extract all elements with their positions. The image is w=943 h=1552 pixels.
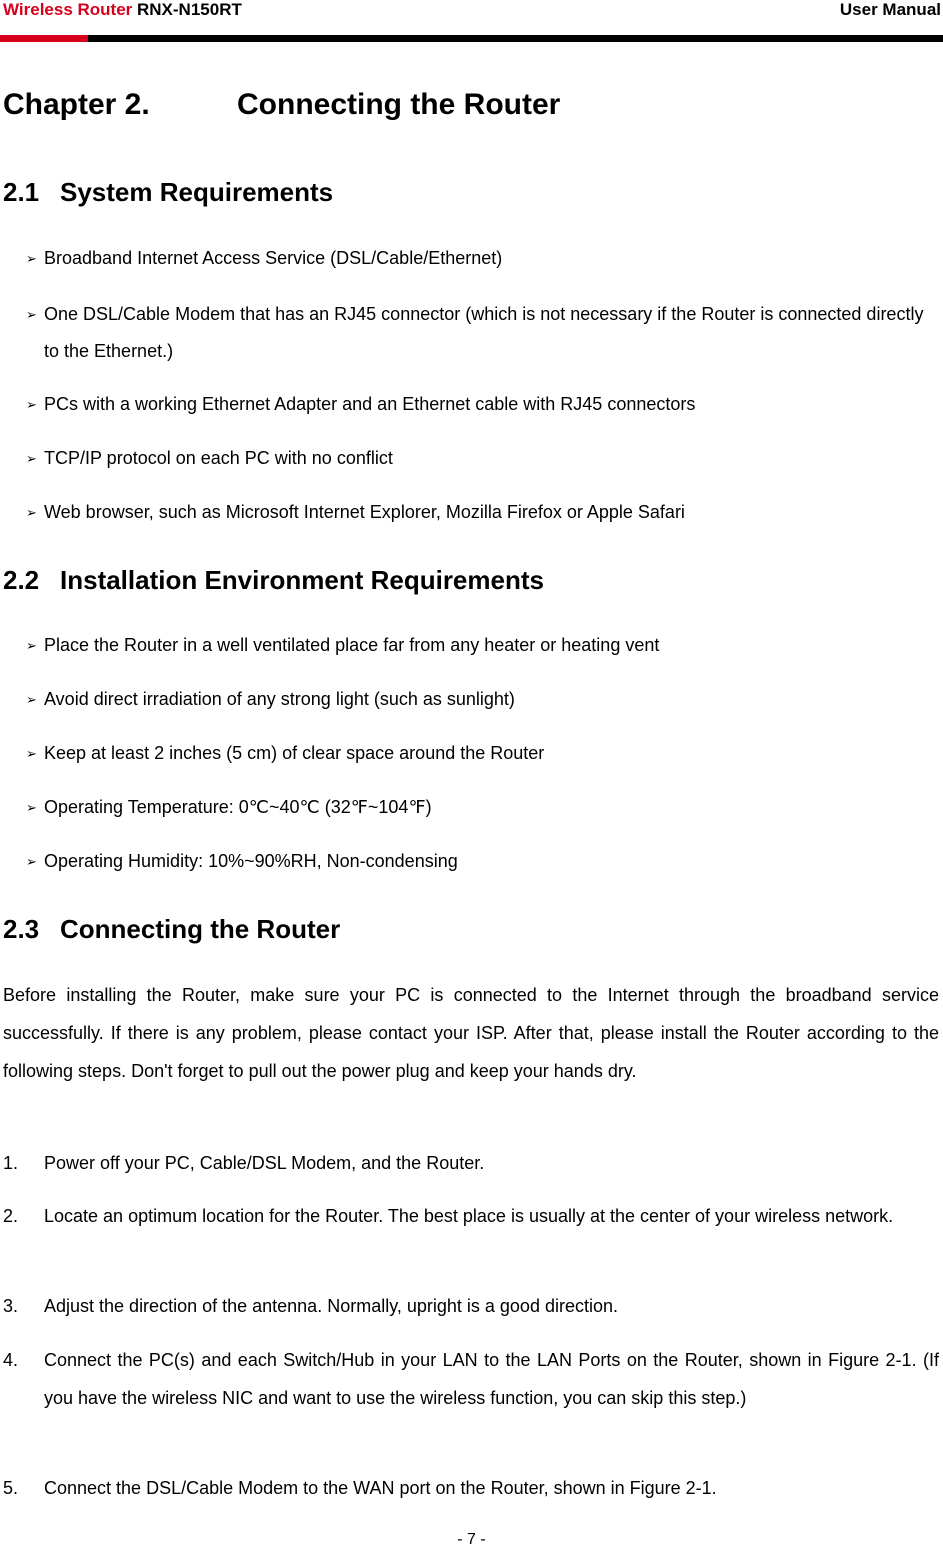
list-item-text: Broadband Internet Access Service (DSL/Cable/Ethernet) — [44, 248, 503, 268]
section-number: 2.3 — [3, 914, 40, 944]
list-item — [3, 843, 939, 880]
list-item — [3, 240, 939, 277]
step-text: Power off your PC, Cable/DSL Modem, and the Router. — [44, 1153, 485, 1173]
bullet-arrow-icon: ➢ — [26, 800, 37, 815]
chapter-number: Chapter 2. — [3, 88, 150, 121]
bullet-arrow-icon: ➢ — [26, 746, 37, 761]
section-heading-2-3 — [3, 912, 340, 946]
step-text: Locate an optimum location for the Router. The best place is usually at the center of your wireless network. — [44, 1206, 894, 1226]
list-item-text: One DSL/Cable Modem that has an RJ45 connector (which is not necessary if the Router is connected directly to the Ethernet.) — [44, 304, 924, 361]
list-item-text: TCP/IP protocol on each PC with no conflict — [44, 448, 393, 468]
section-title: Installation Environment Requirements — [60, 565, 544, 595]
step-text: Adjust the direction of the antenna. Normally, upright is a good direction. — [44, 1296, 618, 1316]
header-model: RNX-N150RT — [137, 0, 242, 19]
step-item — [3, 1469, 939, 1507]
intro-paragraph: Before installing the Router, make sure your PC is connected to the Internet through the broadband service successfully. If there is any problem, please contact your ISP. After that, please install the Router according to the following steps. Don't forget to pull out the power plug and keep your hands dry. — [3, 985, 939, 1081]
list-item — [3, 735, 939, 772]
list-item-text: Place the Router in a well ventilated place far from any heater or heating vent — [44, 635, 660, 655]
header-rule — [88, 35, 943, 42]
bullet-arrow-icon: ➢ — [26, 251, 37, 266]
list-item — [3, 627, 939, 664]
list-item-text: Avoid direct irradiation of any strong light (such as sunlight) — [44, 689, 515, 709]
chapter-heading — [3, 85, 560, 125]
section-number: 2.1 — [3, 177, 40, 207]
header-rule-accent — [0, 35, 88, 42]
step-text: Connect the PC(s) and each Switch/Hub in your LAN to the LAN Ports on the Router, shown in Figure 2-1. (If you have the wireless NIC and want to use the wireless function, you can skip this step.) — [44, 1350, 939, 1408]
section-title: System Requirements — [60, 177, 334, 207]
bullet-arrow-icon: ➢ — [26, 638, 37, 653]
list-item — [3, 494, 939, 531]
list-item — [3, 296, 939, 370]
step-text: Connect the DSL/Cable Modem to the WAN port on the Router, shown in Figure 2-1. — [44, 1478, 717, 1498]
section-heading-2-1 — [3, 175, 333, 209]
bullet-arrow-icon: ➢ — [26, 505, 37, 520]
header-doc-title: User Manual — [839, 0, 941, 19]
step-number: 5. — [3, 1478, 19, 1498]
step-number: 3. — [3, 1296, 19, 1316]
step-number: 4. — [3, 1350, 19, 1370]
page-header — [0, 0, 943, 44]
bullet-arrow-icon: ➢ — [26, 397, 37, 412]
step-number: 2. — [3, 1206, 19, 1226]
list-item-text: Keep at least 2 inches (5 cm) of clear space around the Router — [44, 743, 545, 763]
list-item — [3, 681, 939, 718]
list-item — [3, 440, 939, 477]
chapter-title: Connecting the Router — [237, 88, 561, 121]
step-item — [3, 1341, 939, 1417]
header-brand: Wireless Router — [3, 0, 133, 19]
list-item-text: Operating Humidity: 10%~90%RH, Non-condensing — [44, 851, 458, 871]
step-item — [3, 1197, 939, 1235]
step-item — [3, 1287, 939, 1325]
step-number: 1. — [3, 1153, 19, 1173]
step-item — [3, 1144, 939, 1182]
list-item-text: PCs with a working Ethernet Adapter and an Ethernet cable with RJ45 connectors — [44, 394, 696, 414]
list-item-text: Web browser, such as Microsoft Internet Explorer, Mozilla Firefox or Apple Safari — [44, 502, 685, 522]
section-title: Connecting the Router — [60, 914, 341, 944]
bullet-arrow-icon: ➢ — [26, 692, 37, 707]
list-item-text: Operating Temperature: 0℃~40℃ (32℉~104℉) — [44, 797, 432, 817]
section-heading-2-2 — [3, 563, 544, 597]
bullet-arrow-icon: ➢ — [26, 307, 37, 322]
list-item — [3, 386, 939, 423]
list-item — [3, 789, 939, 826]
section-number: 2.2 — [3, 565, 40, 595]
bullet-arrow-icon: ➢ — [26, 451, 37, 466]
bullet-arrow-icon: ➢ — [26, 854, 37, 869]
page-number: - 7 - — [457, 1531, 486, 1548]
